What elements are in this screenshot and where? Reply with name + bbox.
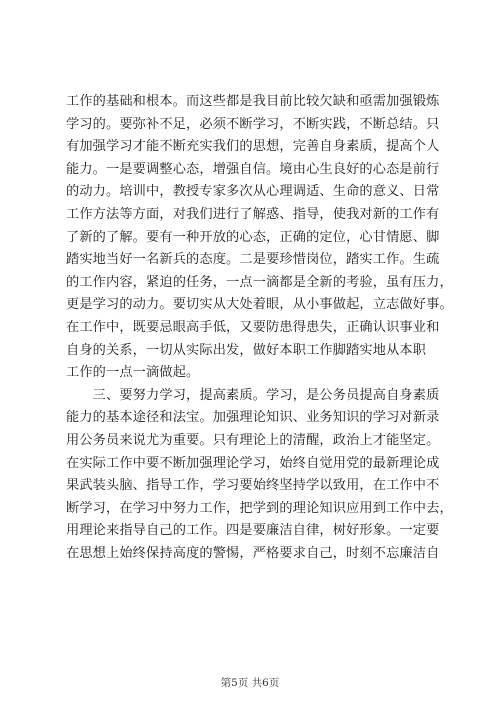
text-line: 的工作内容，紧迫的任务，一点一滴都是全新的考验，虽有压力， xyxy=(66,274,453,290)
text-line: 能力。一是要调整心态，增强自信。境由心生良好的心态是前行 xyxy=(66,161,440,177)
text-line: 在工作中，既要忌眼高手低，又要防患得患失，正确认识事业和 xyxy=(66,319,440,335)
text-line: 在思想上始终保持高度的警惕，严格要求自己，时刻不忘廉洁自 xyxy=(66,545,440,561)
text-line: 工作的一点一滴做起。 xyxy=(66,365,200,381)
text-line: 能力的基本途径和法宝。加强理论知识、业务知识的学习对新录 xyxy=(66,410,440,426)
text-line: 果武装头脑、指导工作，学习要始终坚持学以致用，在工作中不 xyxy=(66,478,440,494)
text-line: 踏实地当好一名新兵的态度。二是要珍惜岗位，踏实工作。生疏 xyxy=(66,252,440,268)
text-line: 断学习，在学习中努力工作，把学到的理论知识应用到工作中去， xyxy=(66,500,453,516)
text-line: 用公务员来说尤为重要。只有理论上的清醒，政治上才能坚定。 xyxy=(66,432,440,448)
text-line: 更是学习的动力。要切实从大处着眼，从小事做起，立志做好事。 xyxy=(66,297,453,313)
text-line: 自身的关系，一切从实际出发，做好本职工作脚踏实地从本职 xyxy=(66,342,427,358)
text-line: 用理论来指导自己的工作。四是要廉洁自律，树好形象。一定要 xyxy=(66,523,440,539)
text-line: 三、要努力学习，提高素质。学习，是公务员提高自身素质 xyxy=(66,387,440,403)
text-line: 的动力。培训中，教授专家多次从心理调适、生命的意义、日常 xyxy=(66,184,440,200)
text-line: 工作方法等方面，对我们进行了解惑、指导，使我对新的工作有 xyxy=(66,206,440,222)
text-line: 工作的基础和根本。而这些都是我目前比较欠缺和亟需加强锻炼 xyxy=(66,94,440,109)
text-line: 学习的。要弥补不足，必须不断学习，不断实践，不断总结。只 xyxy=(66,116,440,132)
text-line: 了新的了解。要有一种开放的心态，正确的定位，心甘情愿、脚 xyxy=(66,229,440,245)
page-number-footer: 第5页 共6页 xyxy=(220,677,280,689)
document-body xyxy=(66,91,453,565)
text-line: 在实际工作中要不断加强理论学习，始终自觉用党的最新理论成 xyxy=(66,455,440,471)
text-line: 有加强学习才能不断充实我们的思想，完善自身素质，提高个人 xyxy=(66,139,440,155)
